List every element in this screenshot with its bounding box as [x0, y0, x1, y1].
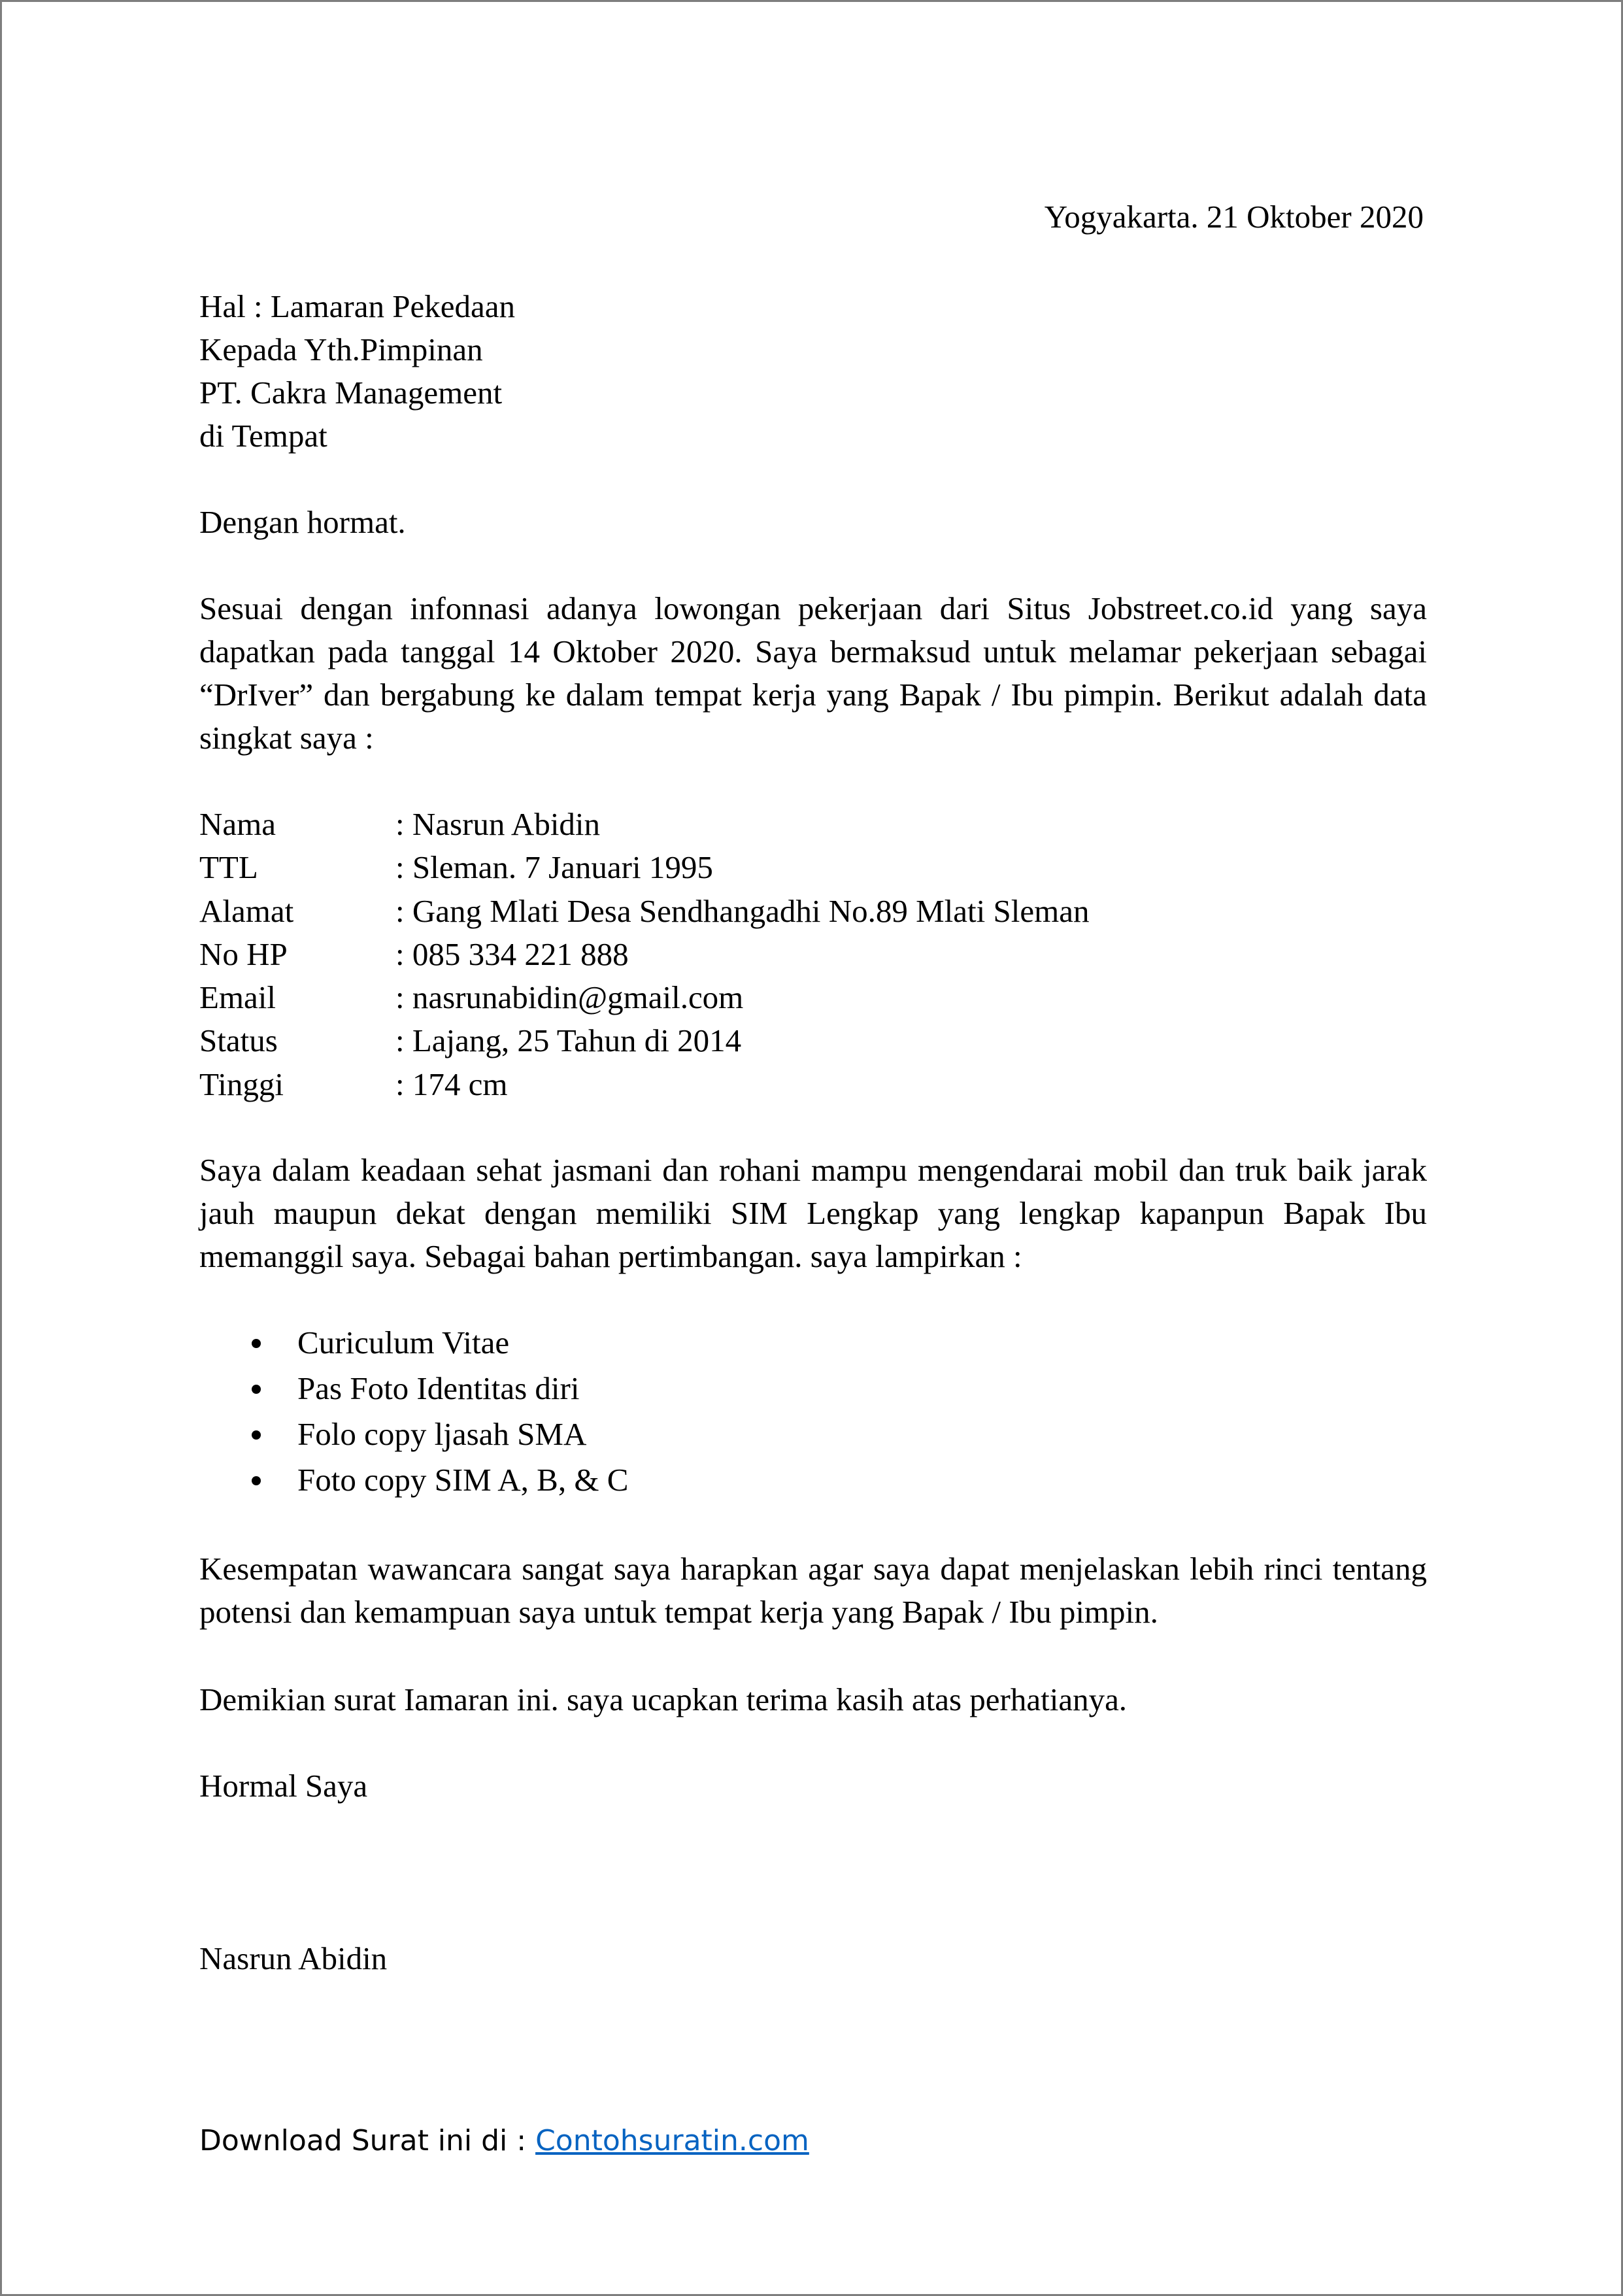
data-value: : Nasrun Abidin: [395, 806, 601, 842]
bullet-icon: [252, 1476, 261, 1485]
data-value: : Gang Mlati Desa Sendhangadhi No.89 Mlati Sleman: [395, 892, 1090, 929]
data-value: : 174 cm: [395, 1066, 508, 1102]
data-row-alamat: [199, 890, 1090, 933]
personal-data-table: [199, 803, 1090, 1106]
data-label: Status: [199, 1022, 278, 1059]
greeting: [199, 501, 406, 544]
ability-line: Saya dalam keadaan sehat jasmani dan rohani mampu mengendarai mobil dan truk baik jarak: [199, 1152, 1427, 1188]
closing-paragraph: [199, 1678, 1127, 1721]
data-row-email: [199, 976, 1090, 1019]
greeting-text: Dengan hormat.: [199, 504, 406, 540]
data-row-ttl: [199, 846, 1090, 889]
data-row-status: [199, 1019, 1090, 1062]
list-item: [199, 1411, 628, 1457]
bullet-icon: [252, 1339, 261, 1348]
data-row-nama: [199, 803, 1090, 846]
data-label: Alamat: [199, 892, 294, 929]
list-item-text: Foto copy SIM A, B, & C: [297, 1462, 629, 1498]
download-footer: [199, 2123, 809, 2159]
salutation-text: Hormal Saya: [199, 1768, 368, 1804]
signature-name: [199, 1937, 387, 1980]
bullet-icon: [252, 1385, 261, 1394]
salutation: [199, 1764, 367, 1808]
subject-line: Hal : Lamaran Pekedaan: [199, 288, 515, 324]
data-label: No HP: [199, 936, 288, 972]
data-label: Nama: [199, 806, 276, 842]
place-line: di Tempat: [199, 418, 327, 454]
interview-paragraph: [199, 1547, 1427, 1634]
interview-line: potensi dan kemampuan saya untuk tempat kerja yang Bapak / Ibu pimpin.: [199, 1594, 1158, 1630]
list-item-text: Pas Foto Identitas diri: [297, 1370, 580, 1406]
data-row-no-hp: [199, 933, 1090, 976]
list-item: [199, 1320, 628, 1366]
intro-line: Sesuai dengan infonnasi adanya lowongan pekerjaan dari Situs Jobstreet.co.id yang saya: [199, 590, 1427, 626]
data-label: TTL: [199, 849, 258, 886]
ability-paragraph: [199, 1149, 1427, 1278]
letter-date: Yogyakarta. 21 Oktober 2020: [1044, 199, 1424, 235]
signature-name-text: Nasrun Abidin: [199, 1940, 388, 1976]
company-line: PT. Cakra Management: [199, 375, 503, 411]
data-value: : Lajang, 25 Tahun di 2014: [395, 1022, 742, 1059]
data-value: : Sleman. 7 Januari 1995: [395, 849, 713, 886]
data-row-tinggi: [199, 1063, 1090, 1106]
recipient-line: Kepada Yth.Pimpinan: [199, 331, 483, 367]
list-item: [199, 1366, 628, 1411]
intro-line: dapatkan pada tanggal 14 Oktober 2020. Saya bermaksud untuk melamar pekerjaan sebagai: [199, 633, 1427, 669]
attachment-list: [199, 1320, 628, 1503]
data-value: : 085 334 221 888: [395, 936, 629, 972]
intro-paragraph: [199, 587, 1427, 760]
interview-line: Kesempatan wawancara sangat saya harapkan agar saya dapat menjelaskan lebih rinci tentang: [199, 1551, 1427, 1587]
recipient-block: [199, 285, 515, 458]
ability-line: jauh maupun dekat dengan memiliki SIM Lengkap yang lengkap kapanpun Bapak Ibu: [199, 1195, 1427, 1231]
closing-text: Demikian surat Iamaran ini. saya ucapkan terima kasih atas perhatianya.: [199, 1681, 1128, 1717]
ability-line: memanggil saya. Sebagai bahan pertimbangan. saya lampirkan :: [199, 1238, 1022, 1274]
list-item-text: Folo copy ljasah SMA: [297, 1416, 587, 1452]
intro-line: “DrIver” dan bergabung ke dalam tempat kerja yang Bapak / Ibu pimpin. Berikut adalah data: [199, 677, 1427, 713]
footer-prefix: Download Surat ini di :: [199, 2124, 536, 2157]
data-label: Email: [199, 979, 276, 1016]
data-label: Tinggi: [199, 1066, 284, 1102]
list-item: [199, 1457, 628, 1503]
bullet-icon: [252, 1430, 261, 1440]
download-link[interactable]: Contohsuratin.com: [535, 2124, 809, 2157]
list-item-text: Curiculum Vitae: [297, 1325, 510, 1360]
data-value: : nasrunabidin@gmail.com: [395, 979, 744, 1016]
intro-line: singkat saya :: [199, 720, 374, 756]
